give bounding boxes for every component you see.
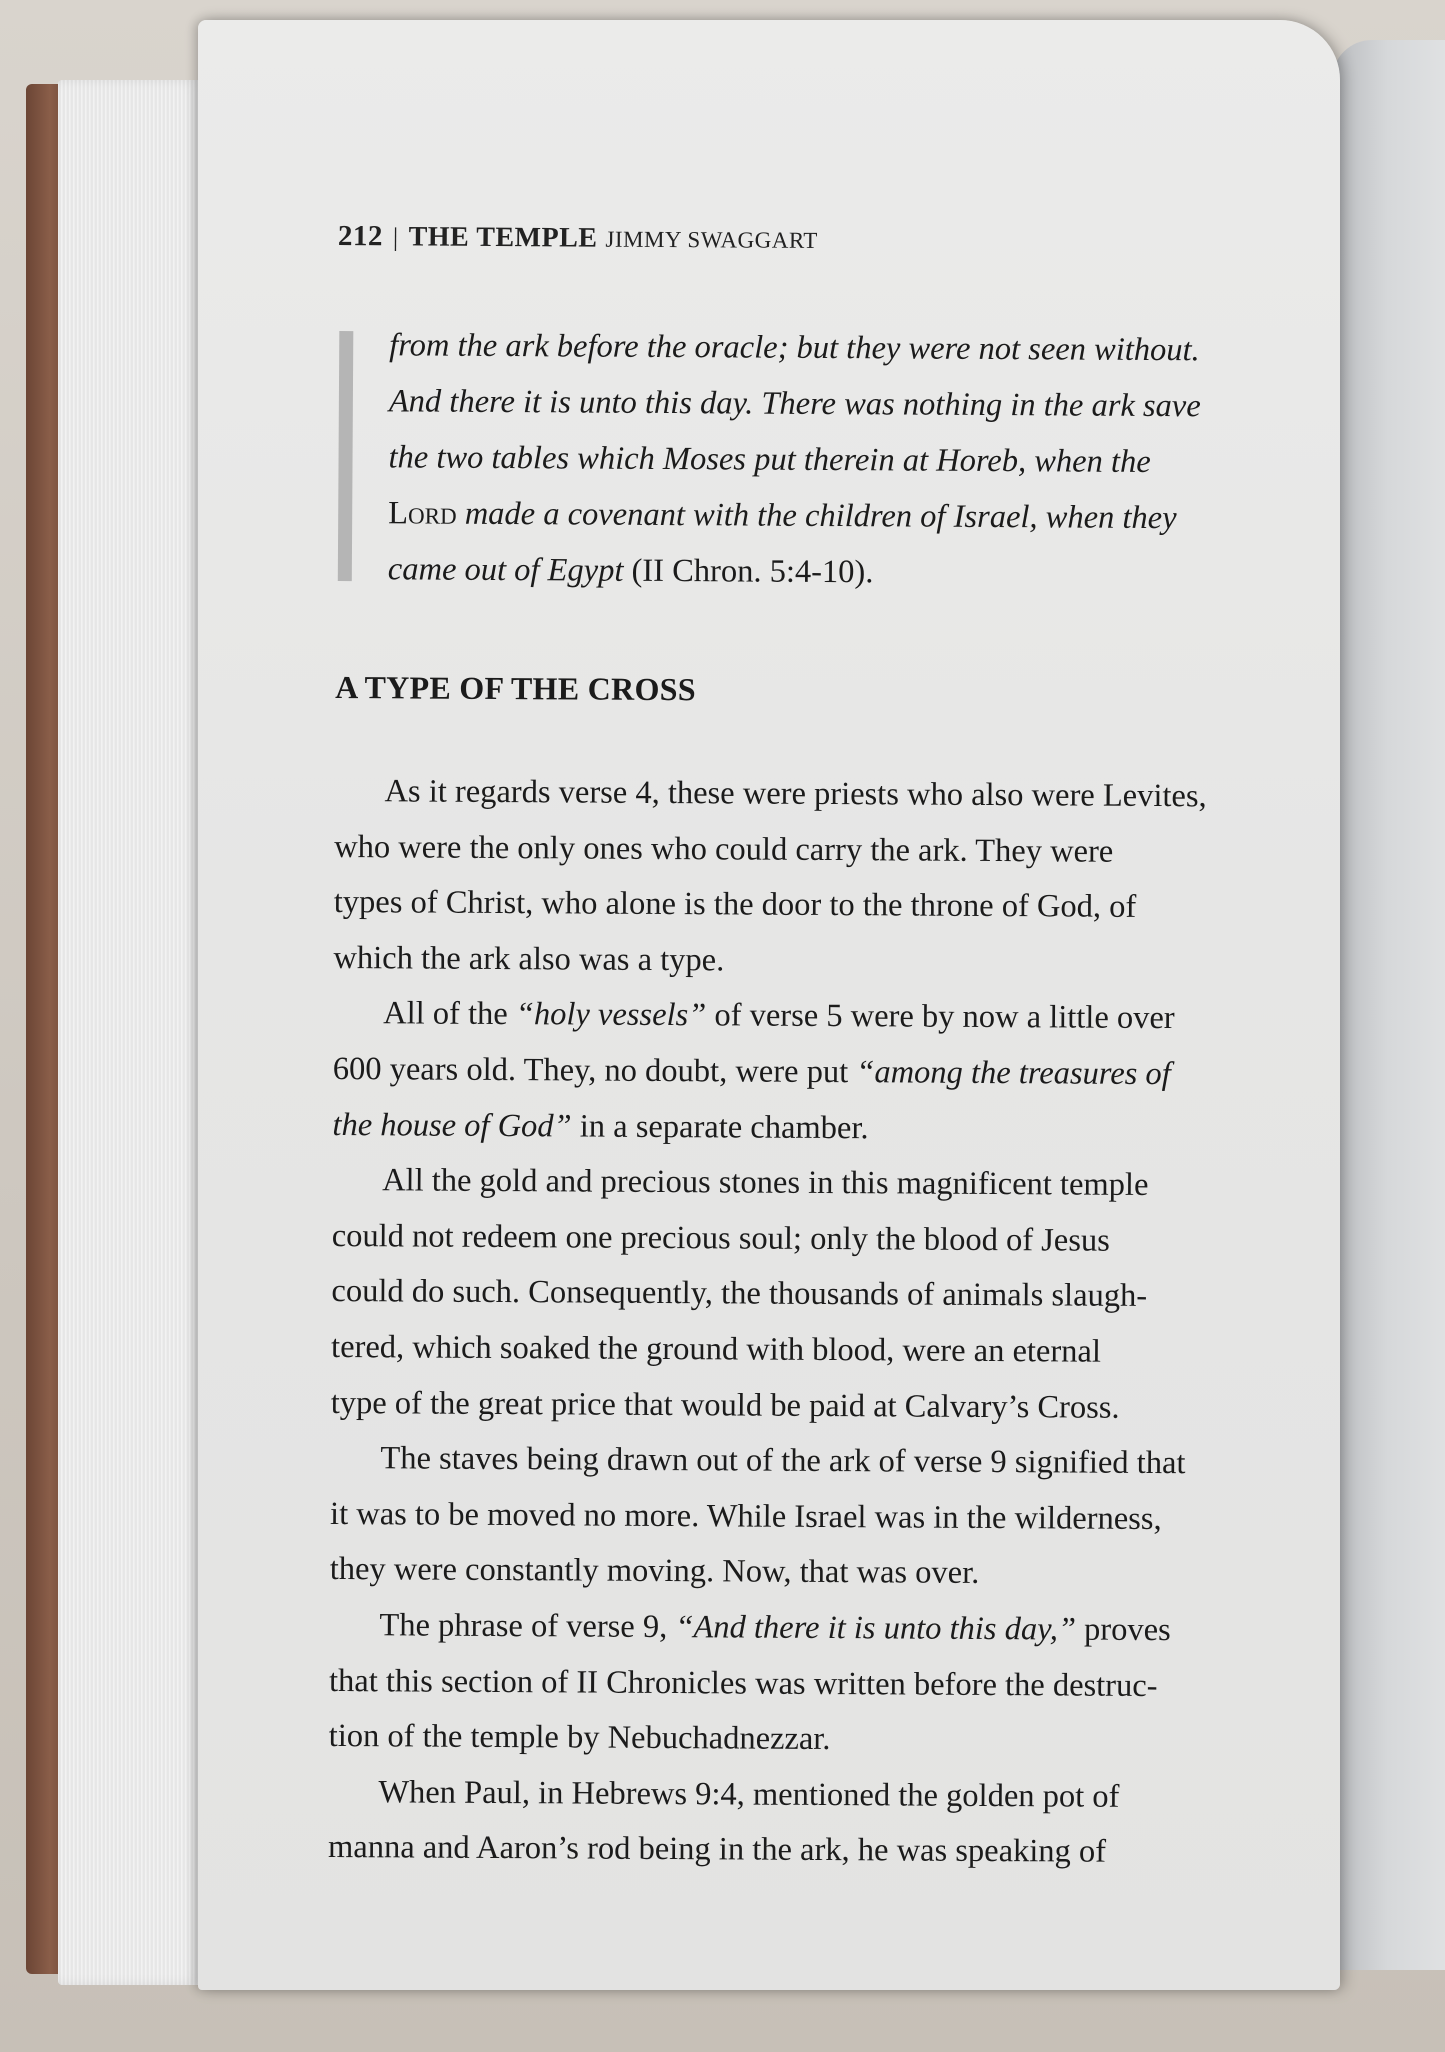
- body-line: could not redeem one precious soul; only the blood of Jesus: [331, 1217, 1110, 1259]
- text-run: of verse 5 were by now a little over: [706, 997, 1175, 1037]
- scripture-quote: [336, 317, 1238, 602]
- emphasis-run: “among the treasures of: [856, 1054, 1171, 1093]
- lord-smallcaps: Lord: [388, 495, 457, 532]
- body-line: it was to be moved no more. While Israel was in the wilderness,: [329, 1495, 1162, 1537]
- body-line: which the ark also was a type.: [333, 939, 725, 979]
- text-run: The phrase of verse 9,: [379, 1607, 676, 1645]
- body-line: When Paul, in Hebrews 9:4, mentioned the golden pot of: [378, 1773, 1120, 1815]
- running-head: [338, 220, 1238, 258]
- body-line: they were constantly moving. Now, that was over.: [329, 1551, 980, 1592]
- text-run: proves: [1075, 1611, 1171, 1649]
- body-line: who were the only ones who could carry the ark. They were: [334, 828, 1114, 870]
- body-line: [333, 1042, 1233, 1103]
- quote-line: And there it is unto this day. There was nothing in the ark save: [388, 383, 1201, 425]
- author-name: JIMMY SWAGGART: [605, 226, 818, 253]
- quote-line: from the ark before the oracle; but they were not seen without.: [389, 327, 1200, 369]
- text-run: in a separate chamber.: [571, 1108, 869, 1146]
- body-line: that this section of II Chronicles was written before the destruc-: [328, 1662, 1158, 1704]
- page-stack-edge: [58, 80, 203, 1985]
- body-line: The staves being drawn out of the ark of verse 9 signified that: [380, 1440, 1186, 1482]
- section-heading: A TYPE OF THE CROSS: [335, 668, 697, 708]
- emphasis-run: “holy vessels”: [515, 996, 707, 1034]
- body-line: manna and Aaron’s rod being in the ark, he was speaking of: [327, 1829, 1107, 1871]
- body-line: type of the great price that would be paid at Calvary’s Cross.: [330, 1384, 1120, 1426]
- quote-citation: (II Chron. 5:4-10).: [623, 552, 874, 591]
- quote-line: [388, 485, 1236, 546]
- facing-page-edge: [1332, 40, 1445, 1970]
- body-line: [329, 1598, 1229, 1659]
- quote-line-rest: made a covenant with the children of Israel, when they: [456, 495, 1177, 537]
- text-run: All of the: [383, 995, 516, 1033]
- body-line: tered, which soaked the ground with blood, were an eternal: [331, 1328, 1102, 1370]
- body-line: tion of the temple by Nebuchadnezzar.: [328, 1718, 831, 1758]
- quote-line-text: came out of Egypt: [387, 551, 624, 589]
- quote-line: [388, 541, 1236, 602]
- book-title: THE TEMPLE: [408, 221, 598, 254]
- body-line: types of Christ, who alone is the door to the throne of God, of: [333, 884, 1137, 926]
- body-line: [332, 1098, 1232, 1159]
- body-line: [333, 986, 1233, 1047]
- body-line: All the gold and precious stones in this magnificent temple: [382, 1162, 1149, 1204]
- body-text: [328, 764, 1235, 1881]
- running-head-separator: |: [392, 222, 399, 252]
- body-line: could do such. Consequently, the thousands of animals slaugh-: [331, 1273, 1148, 1315]
- page-number: 212: [337, 220, 383, 253]
- page-content: [328, 220, 1238, 1881]
- emphasis-run: the house of God”: [332, 1106, 572, 1145]
- emphasis-run: “And there it is unto this day,”: [675, 1608, 1077, 1648]
- text-run: 600 years old. They, no doubt, were put: [332, 1050, 857, 1091]
- quote-bar: [338, 331, 354, 581]
- body-line: As it regards verse 4, these were priests who also were Levites,: [384, 773, 1207, 815]
- quote-line: the two tables which Moses put therein at Horeb, when the: [388, 439, 1151, 480]
